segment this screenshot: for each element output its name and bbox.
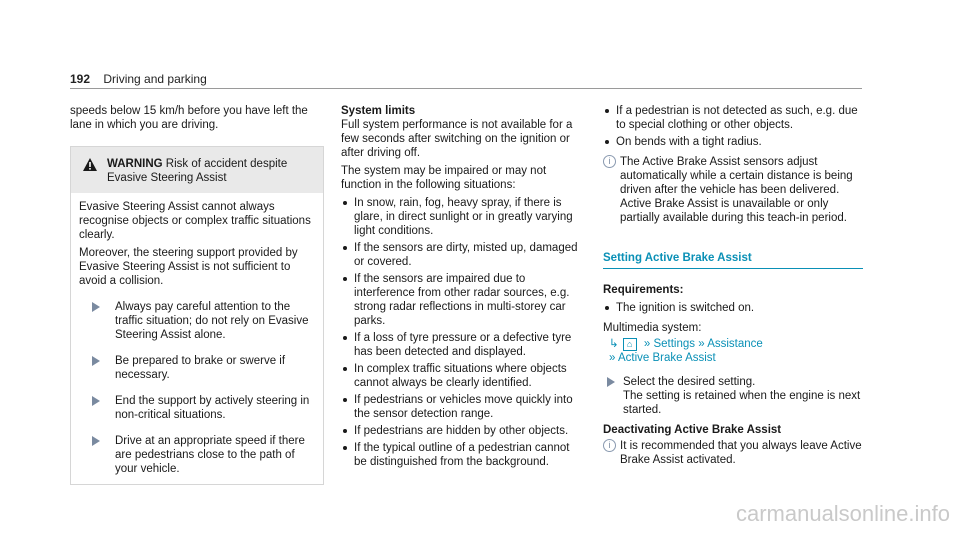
action-step: [603, 375, 863, 417]
system-limits-heading: System limits: [341, 105, 416, 117]
path-start-icon: ↳: [609, 338, 619, 350]
action-arrow-icon: [92, 302, 100, 312]
list-item: [341, 241, 581, 269]
list-item: [341, 441, 581, 469]
menu-path-2: [603, 351, 863, 365]
path-settings: Settings: [653, 338, 696, 350]
list-item-text: If a pedestrian is not detected as such, e.g. due to special clothing or other objects.: [616, 105, 858, 131]
system-limits-intro: Full system performance is not available for a few seconds after switching on the ignition or after driving off.: [341, 119, 573, 159]
path-active-brake-assist: Active Brake Assist: [617, 352, 716, 364]
list-item: [341, 424, 581, 438]
list-item-text: On bends with a tight radius.: [616, 136, 762, 148]
list-item-text: If the sensors are dirty, misted up, damaged or covered.: [354, 242, 578, 268]
action-arrow-icon: [92, 436, 100, 446]
list-item: [603, 135, 863, 149]
system-limits-intro-2: The system may be impaired or may not function in the following situations:: [341, 165, 547, 191]
requirements-label: Requirements:: [603, 284, 684, 296]
bullet-dot-icon: [605, 306, 609, 310]
path-chevron-icon: »: [609, 352, 616, 364]
warning-step: [79, 394, 315, 422]
list-item: [603, 301, 863, 315]
requirements-list: [603, 301, 863, 315]
warning-body: [71, 193, 323, 484]
column-1: [70, 104, 320, 485]
bullet-dot-icon: [343, 367, 347, 371]
column-2: [341, 104, 581, 472]
watermark: carmanualsonline.info: [735, 501, 950, 526]
bullet-dot-icon: [605, 140, 609, 144]
bullet-dot-icon: [343, 398, 347, 402]
limits-list: [341, 196, 581, 469]
path-chevron-icon: »: [643, 338, 651, 350]
section-title: Driving and parking: [103, 72, 207, 86]
note-text: It is recommended that you always leave Active Brake Assist activated.: [620, 440, 862, 466]
bullet-dot-icon: [343, 246, 347, 250]
bullet-dot-icon: [343, 201, 347, 205]
warning-step: [79, 300, 315, 342]
header-rule: [70, 88, 862, 89]
home-icon: ⌂: [623, 338, 637, 351]
list-item-text: The ignition is switched on.: [616, 302, 755, 314]
action-arrow-icon: [607, 377, 615, 387]
note-text: The Active Brake Assist sensors adjust automatically while a certain distance is being driven after the vehicle has been delivered. Active Brake Assist is unavailable or only partially available during this teach-in period.: [620, 156, 853, 224]
action-result: The setting is retained when the engine is next started.: [623, 390, 861, 416]
path-assistance: Assistance: [707, 338, 763, 350]
bullet-dot-icon: [343, 446, 347, 450]
bullet-dot-icon: [343, 336, 347, 340]
warning-header: [71, 147, 323, 193]
action-arrow-icon: [92, 356, 100, 366]
section-heading: Setting Active Brake Assist: [603, 251, 863, 269]
warning-triangle-icon: [83, 158, 97, 175]
list-item: [341, 331, 581, 359]
list-item: [603, 104, 863, 132]
warning-step: [79, 354, 315, 382]
info-note-icon: i: [603, 155, 616, 168]
warning-step: [79, 434, 315, 476]
column-3: [603, 104, 863, 467]
warning-title: Risk of accident despite Evasive Steering Assist: [107, 158, 288, 184]
list-item: [341, 196, 581, 238]
limits-list-continued: [603, 104, 863, 149]
step-text: Be prepared to brake or swerve if necessary.: [115, 355, 286, 381]
list-item-text: In snow, rain, fog, heavy spray, if there is glare, in direct sunlight or in greatly varying light conditions.: [354, 197, 573, 237]
list-item: [341, 393, 581, 421]
list-item: [341, 362, 581, 390]
deactivating-heading: Deactivating Active Brake Assist: [603, 424, 782, 436]
list-item-text: If pedestrians or vehicles move quickly into the sensor detection range.: [354, 394, 573, 420]
action-arrow-icon: [92, 396, 100, 406]
menu-path: [603, 337, 863, 351]
list-item-text: If the typical outline of a pedestrian cannot be distinguished from the background.: [354, 442, 570, 468]
list-item-text: If the sensors are impaired due to interference from other radar sources, e.g. strong radar reflections in multi-storey car parks.: [354, 273, 570, 327]
list-item-text: In complex traffic situations where objects cannot always be clearly identified.: [354, 363, 567, 389]
warning-text-2: Moreover, the steering support provided by Evasive Steering Assist is not sufficient to avoid a collision.: [79, 247, 298, 287]
list-item-text: If a loss of tyre pressure or a defective tyre has been detected and displayed.: [354, 332, 572, 358]
running-header: [70, 72, 207, 86]
step-text: End the support by actively steering in non-critical situations.: [115, 395, 310, 421]
path-chevron-icon: »: [698, 338, 705, 350]
warning-box: [70, 146, 324, 485]
action-text: Select the desired setting.: [623, 376, 756, 388]
step-text: Always pay careful attention to the traffic situation; do not rely on Evasive Steering Assist alone.: [115, 301, 309, 341]
page-number: 192: [70, 72, 91, 86]
bullet-dot-icon: [343, 429, 347, 433]
intro-text: speeds below 15 km/h before you have left the lane in which you are driving.: [70, 105, 308, 131]
info-note: [603, 439, 863, 467]
bullet-dot-icon: [343, 277, 347, 281]
bullet-dot-icon: [605, 109, 609, 113]
step-text: Drive at an appropriate speed if there are pedestrians close to the path of your vehicle.: [115, 435, 305, 475]
info-note-icon: i: [603, 439, 616, 452]
multimedia-label: Multimedia system:: [603, 322, 702, 334]
warning-text-1: Evasive Steering Assist cannot always recognise objects or complex traffic situations clearly.: [79, 201, 311, 241]
warning-label: WARNING: [107, 158, 163, 170]
list-item: [341, 272, 581, 328]
info-note: [603, 155, 863, 225]
list-item-text: If pedestrians are hidden by other objects.: [354, 425, 569, 437]
